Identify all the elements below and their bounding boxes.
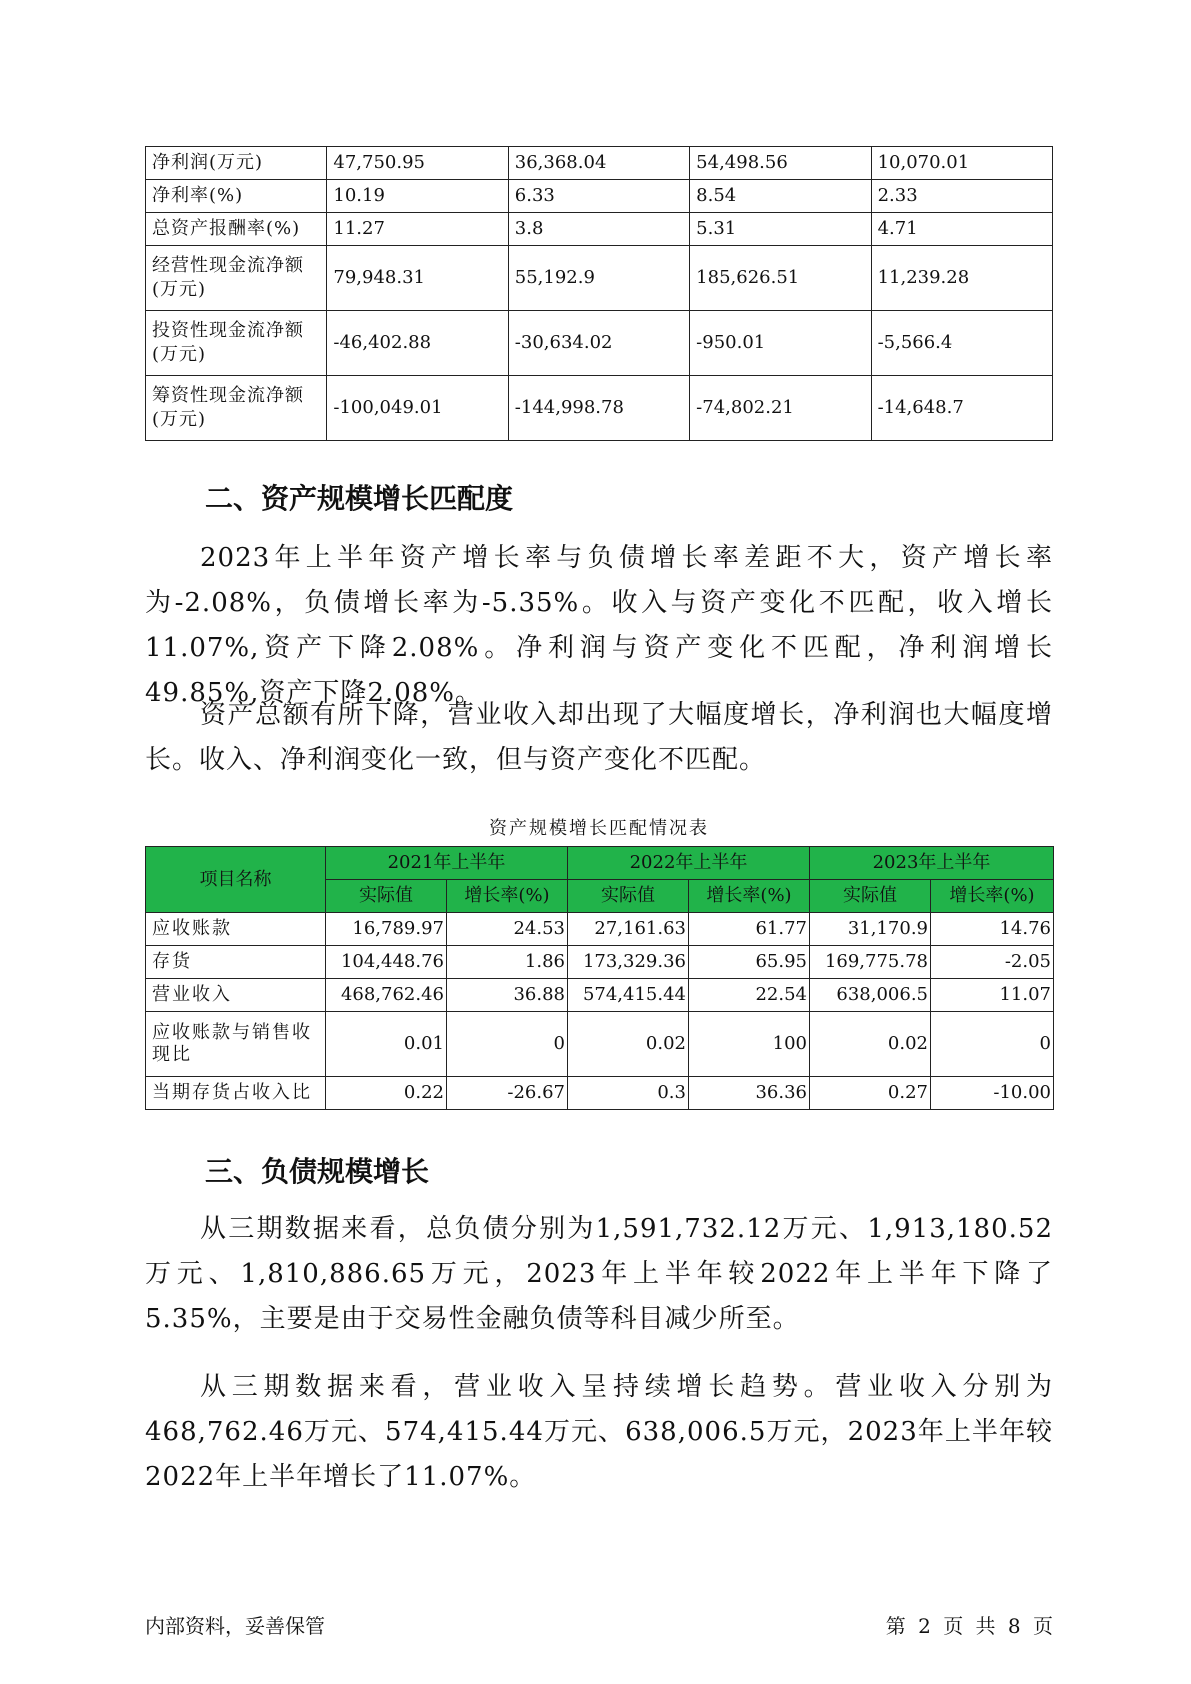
table-row (146, 946, 1054, 979)
cell-value: -26.67 (447, 1077, 568, 1110)
cell-value: 47,750.95 (327, 147, 508, 180)
period-header: 2023年上半年 (810, 847, 1054, 880)
row-label: 投资性现金流净额(万元) (146, 311, 327, 376)
cell-value: 0 (931, 1012, 1054, 1077)
cell-value: 185,626.51 (690, 246, 871, 311)
row-label: 营业收入 (146, 979, 326, 1012)
cell-value: 27,161.63 (568, 913, 689, 946)
actual-value-header: 实际值 (326, 880, 447, 913)
cell-value: -46,402.88 (327, 311, 508, 376)
cell-value: -30,634.02 (508, 311, 689, 376)
cell-value: -950.01 (690, 311, 871, 376)
table-row (146, 311, 1053, 376)
row-label: 当期存货占收入比 (146, 1077, 326, 1110)
cell-value: 173,329.36 (568, 946, 689, 979)
body-paragraph: 2023年上半年资产增长率与负债增长率差距不大，资产增长率为-2.08%，负债增长率为-5.35%。收入与资产变化不匹配，收入增长11.07%,资产下降2.08%。净利润与资产变化不匹配，净利润增长49.85%,资产下降2.08%。 (145, 543, 1053, 708)
footer-note: 内部资料，妥善保管 (145, 1614, 325, 1638)
cell-value: 6.33 (508, 180, 689, 213)
cell-value: 61.77 (689, 913, 810, 946)
growth-rate-header: 增长率(%) (931, 880, 1054, 913)
cell-value: 36,368.04 (508, 147, 689, 180)
cell-value: 24.53 (447, 913, 568, 946)
section-heading: 三、负债规模增长 (205, 1155, 430, 1188)
cell-value: 11,239.28 (871, 246, 1052, 311)
cell-value: 11.27 (327, 213, 508, 246)
financial-metrics-table (145, 146, 1053, 441)
cell-value: -14,648.7 (871, 376, 1052, 441)
cell-value: -144,998.78 (508, 376, 689, 441)
growth-rate-header: 增长率(%) (689, 880, 810, 913)
cell-value: 0.02 (810, 1012, 931, 1077)
page-number: 第 2 页 共 8 页 (885, 1614, 1053, 1638)
cell-value: 100 (689, 1012, 810, 1077)
cell-value: -5,566.4 (871, 311, 1052, 376)
body-paragraph: 资产总额有所下降，营业收入却出现了大幅度增长，净利润也大幅度增长。收入、净利润变化一致，但与资产变化不匹配。 (145, 700, 1053, 775)
table-row (146, 979, 1054, 1012)
cell-value: 104,448.76 (326, 946, 447, 979)
cell-value: 22.54 (689, 979, 810, 1012)
row-label: 总资产报酬率(%) (146, 213, 327, 246)
cell-value: 3.8 (508, 213, 689, 246)
cell-value: 0.01 (326, 1012, 447, 1077)
actual-value-header: 实际值 (568, 880, 689, 913)
period-header: 2021年上半年 (326, 847, 568, 880)
cell-value: 0.22 (326, 1077, 447, 1110)
cell-value: -100,049.01 (327, 376, 508, 441)
body-paragraph: 从三期数据来看，营业收入呈持续增长趋势。营业收入分别为468,762.46万元、574,415.44万元、638,006.5万元，2023年上半年较2022年上半年增长了11.07%。 (145, 1372, 1053, 1492)
table-row (146, 1012, 1054, 1077)
actual-value-header: 实际值 (810, 880, 931, 913)
cell-value: 638,006.5 (810, 979, 931, 1012)
growth-rate-header: 增长率(%) (447, 880, 568, 913)
cell-value: 0.02 (568, 1012, 689, 1077)
cell-value: 16,789.97 (326, 913, 447, 946)
cell-value: 4.71 (871, 213, 1052, 246)
row-label: 净利率(%) (146, 180, 327, 213)
table-caption: 资产规模增长匹配情况表 (489, 818, 709, 839)
cell-value: 14.76 (931, 913, 1054, 946)
section-heading: 二、资产规模增长匹配度 (205, 482, 514, 515)
cell-value: 0.27 (810, 1077, 931, 1110)
header-row (146, 847, 1054, 880)
cell-value: 36.88 (447, 979, 568, 1012)
cell-value: 31,170.9 (810, 913, 931, 946)
cell-value: 36.36 (689, 1077, 810, 1110)
cell-value: 0 (447, 1012, 568, 1077)
table-row (146, 147, 1053, 180)
row-label: 应收账款与销售收现比 (146, 1012, 326, 1077)
body-paragraph: 从三期数据来看，总负债分别为1,591,732.12万元、1,913,180.52万元、1,810,886.65万元，2023年上半年较2022年上半年下降了5.35%，主要是由于交易性金融负债等科目减少所至。 (145, 1214, 1053, 1334)
cell-value: 1.86 (447, 946, 568, 979)
table-row (146, 1077, 1054, 1110)
row-label: 净利润(万元) (146, 147, 327, 180)
cell-value: 8.54 (690, 180, 871, 213)
cell-value: 54,498.56 (690, 147, 871, 180)
cell-value: 10,070.01 (871, 147, 1052, 180)
asset-growth-match-table (145, 846, 1054, 1110)
cell-value: 574,415.44 (568, 979, 689, 1012)
table-row (146, 180, 1053, 213)
cell-value: 10.19 (327, 180, 508, 213)
cell-value: 65.95 (689, 946, 810, 979)
cell-value: 11.07 (931, 979, 1054, 1012)
period-header: 2022年上半年 (568, 847, 810, 880)
row-label: 经营性现金流净额(万元) (146, 246, 327, 311)
cell-value: 468,762.46 (326, 979, 447, 1012)
cell-value: 169,775.78 (810, 946, 931, 979)
table-row (146, 376, 1053, 441)
cell-value: -10.00 (931, 1077, 1054, 1110)
row-label: 存货 (146, 946, 326, 979)
cell-value: -2.05 (931, 946, 1054, 979)
row-label: 筹资性现金流净额(万元) (146, 376, 327, 441)
cell-value: 0.3 (568, 1077, 689, 1110)
table-row (146, 213, 1053, 246)
item-name-header: 项目名称 (146, 847, 326, 913)
cell-value: 5.31 (690, 213, 871, 246)
table-row (146, 913, 1054, 946)
cell-value: 55,192.9 (508, 246, 689, 311)
cell-value: -74,802.21 (690, 376, 871, 441)
row-label: 应收账款 (146, 913, 326, 946)
cell-value: 2.33 (871, 180, 1052, 213)
table-row (146, 246, 1053, 311)
cell-value: 79,948.31 (327, 246, 508, 311)
